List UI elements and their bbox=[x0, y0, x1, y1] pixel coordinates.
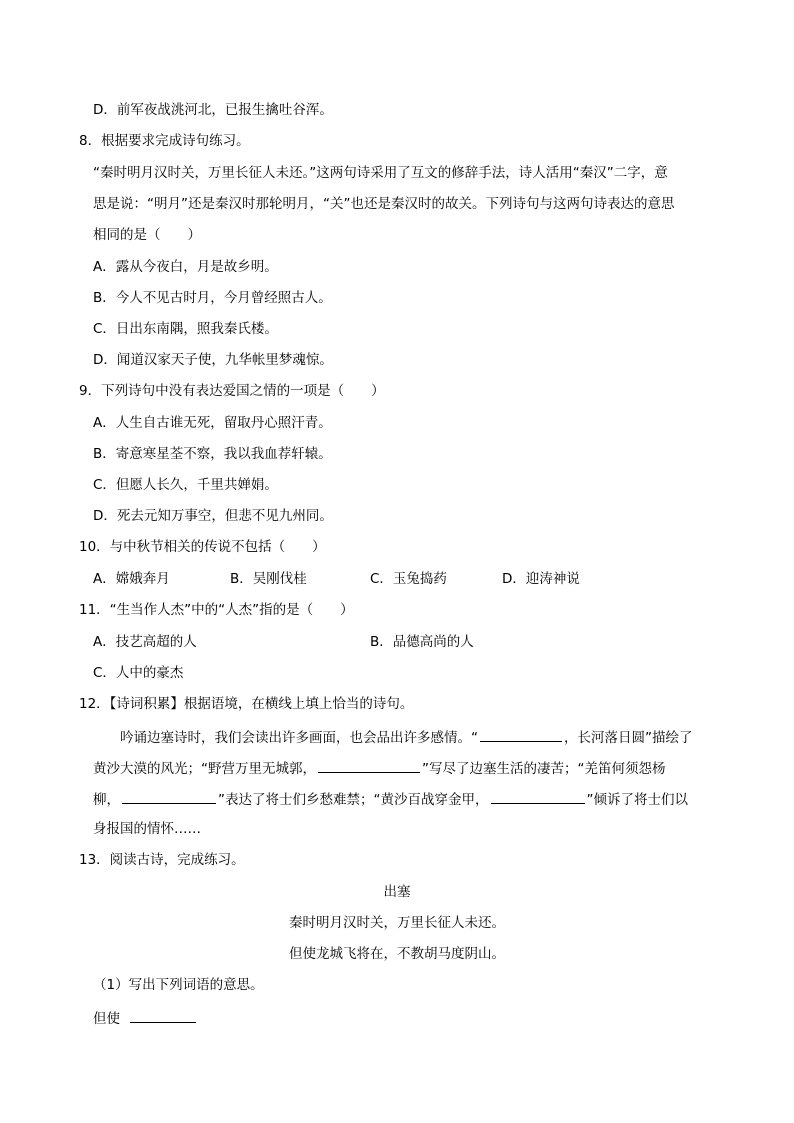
poem-line-2: 但使龙城飞将在，不教胡马度阴山。 bbox=[289, 946, 505, 962]
answer-blank-4[interactable] bbox=[491, 789, 585, 804]
q12-stem: 12．【诗词积累】根据语境，在横线上填上恰当的诗句。 bbox=[79, 696, 414, 712]
answer-blank-3[interactable] bbox=[122, 789, 216, 804]
q12-line-4: 身报国的情怀…… bbox=[93, 821, 201, 837]
q12-line-1-text-a: 吟诵边塞诗时，我们会读出许多画面，也会品出许多感情。“ bbox=[120, 730, 478, 746]
q12-line-2 bbox=[93, 758, 666, 778]
q9-stem: 9．下列诗句中没有表达爱国之情的一项是（ ） bbox=[79, 383, 385, 399]
q8-paragraph-3: 相同的是（ ） bbox=[93, 227, 201, 243]
poem-line-1: 秦时明月汉时关，万里长征人未还。 bbox=[289, 915, 505, 931]
q12-line-1 bbox=[120, 727, 693, 747]
q8-option-a: A．露从今夜白，月是故乡明。 bbox=[93, 259, 278, 275]
q10-option-b: B．吴刚伐桂 bbox=[230, 571, 307, 587]
q9-option-a: A．人生自古谁无死，留取丹心照汗青。 bbox=[93, 415, 332, 431]
answer-blank-1[interactable] bbox=[480, 727, 562, 742]
poem-title: 出塞 bbox=[383, 884, 411, 900]
q12-line-3 bbox=[93, 789, 688, 809]
q12-line-2-text-a: 黄沙大漠的风光；“野营万里无城郭， bbox=[93, 761, 316, 777]
q12-line-3-text-b: ”表达了将士们乡愁难禁；“黄沙百战穿金甲， bbox=[218, 792, 489, 808]
q8-option-d: D．闻道汉家天子使，九华帐里梦魂惊。 bbox=[93, 352, 333, 368]
q10-option-c: C．玉兔捣药 bbox=[370, 571, 447, 587]
q11-option-b: B．品德高尚的人 bbox=[370, 634, 474, 650]
q12-line-2-text-b: ”写尽了边塞生活的凄苦；“羌笛何须怨杨 bbox=[422, 761, 666, 777]
q13-term-line bbox=[93, 1008, 198, 1028]
answer-blank-2[interactable] bbox=[318, 758, 420, 773]
q9-option-b: B．寄意寒星荃不察，我以我血荐轩辕。 bbox=[93, 446, 332, 462]
q8-option-c: C．日出东南隅，照我秦氏楼。 bbox=[93, 321, 278, 337]
q11-option-c: C．人中的豪杰 bbox=[93, 665, 184, 681]
q13-subquestion-1: （1）写出下列词语的意思。 bbox=[93, 977, 264, 993]
q8-paragraph-2: 思是说：“明月”还是秦汉时那轮明月，“关”也还是秦汉时的故关。下列诗句与这两句诗表达的意思 bbox=[93, 196, 675, 212]
q10-option-a: A．嫦娥奔月 bbox=[93, 571, 170, 587]
q12-line-3-text-a: 柳， bbox=[93, 792, 120, 808]
term-label: 但使 bbox=[93, 1011, 120, 1027]
q9-option-c: C．但愿人长久，千里共婵娟。 bbox=[93, 477, 278, 493]
q7-option-d: D．前军夜战洮河北，已报生擒吐谷浑。 bbox=[93, 102, 333, 118]
q11-stem: 11．“生当作人杰”中的“人杰”指的是（ ） bbox=[79, 602, 354, 618]
answer-blank-term[interactable] bbox=[130, 1008, 196, 1023]
q12-line-3-text-c: ”倾诉了将士们以 bbox=[586, 792, 688, 808]
q10-option-d: D．迎涛神说 bbox=[502, 571, 580, 587]
q13-stem: 13．阅读古诗，完成练习。 bbox=[79, 852, 245, 868]
q8-stem: 8．根据要求完成诗句练习。 bbox=[79, 133, 250, 149]
q9-option-d: D．死去元知万事空，但悲不见九州同。 bbox=[93, 508, 333, 524]
q8-paragraph-1: “秦时明月汉时关，万里长征人未还。”这两句诗采用了互文的修辞手法，诗人活用“秦汉”二字，意 bbox=[93, 165, 668, 181]
q11-option-a: A．技艺高超的人 bbox=[93, 634, 197, 650]
q10-stem: 10．与中秋节相关的传说不包括（ ） bbox=[79, 539, 326, 555]
q8-option-b: B．今人不见古时月，今月曾经照古人。 bbox=[93, 290, 332, 306]
q12-line-1-text-b: ，长河落日圆”描绘了 bbox=[564, 730, 693, 746]
